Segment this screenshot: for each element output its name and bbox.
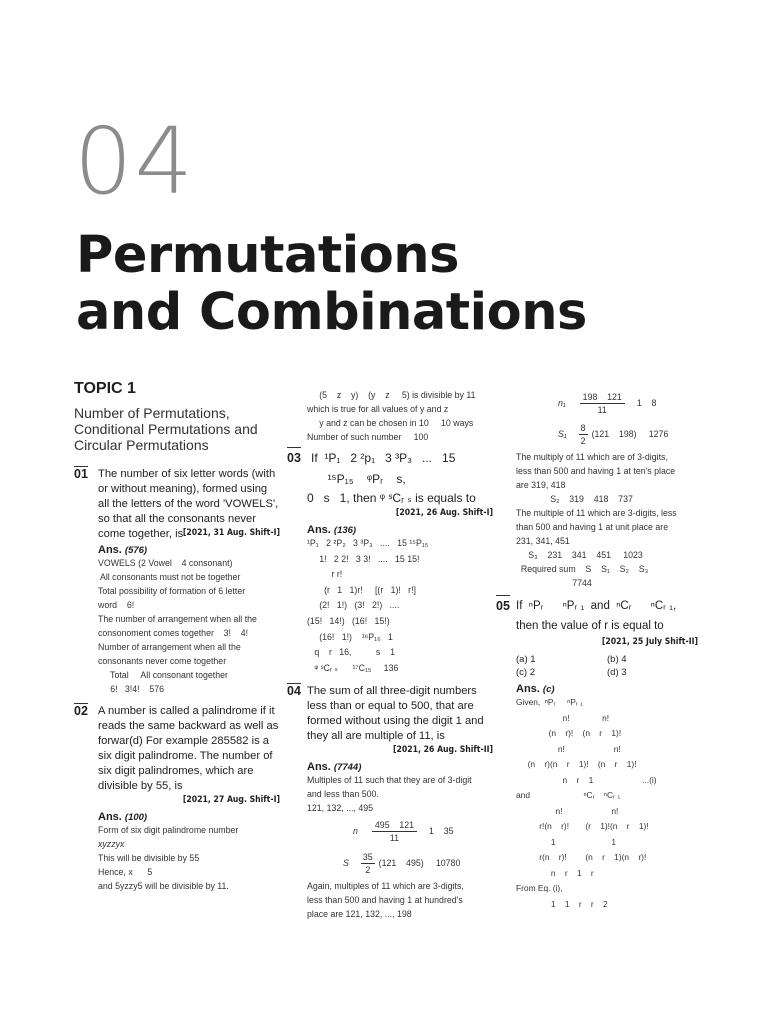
solution-line: n! n! — [516, 743, 621, 754]
option-c: (c) 2 — [516, 667, 535, 678]
question-text: ¹⁵P₁₅ ᵠPᵣ s, — [311, 472, 406, 486]
fraction-denominator: 2 — [365, 864, 371, 875]
fraction-s — [307, 847, 493, 879]
solution-line: Multiples of 11 such that they are of 3-digit — [307, 775, 472, 786]
option-a: (a) 1 — [516, 654, 536, 665]
solution-line: are 319, 418 — [516, 480, 566, 490]
topic-heading: TOPIC 1 — [74, 380, 136, 397]
solution-line: (n r)! (n r 1)! — [516, 728, 622, 738]
fraction-s1 — [516, 418, 698, 450]
question-text: If ⁿPᵣ ⁿPᵣ ₁ and ⁿCᵣ ⁿCᵣ ₁, — [516, 600, 677, 612]
solution-line: 7744 — [516, 578, 592, 588]
question-number: 04 — [287, 684, 301, 699]
solution-03 — [287, 536, 493, 676]
solution-line: The multiple of 11 which are 3-digits, less — [516, 508, 677, 518]
answer-value: (100) — [124, 812, 148, 823]
solution-line: (5 z y) (y z 5) is divisible by 11 — [307, 390, 476, 400]
fraction-rhs: (121 198) 1276 — [591, 429, 669, 439]
solution-02 — [74, 823, 280, 893]
solution-line: Given, ⁿPᵣ ⁿPᵣ ₁ — [516, 697, 583, 707]
solution-line: and less than 500. — [307, 789, 379, 800]
solution-04 — [287, 773, 493, 921]
question-source: [2021, 25 July Shift-II] — [601, 637, 698, 647]
q02-solution-continued — [287, 388, 493, 444]
solution-line: less than 500 and having 1 at hundred's — [307, 895, 463, 906]
solution-line: (15! 14!) (16! 15!) — [307, 615, 390, 626]
solution-line: and 5yzzy5 will be divisible by 11. — [98, 881, 229, 891]
solution-line: 1! 2 2! 3 3! .... 15 15! — [307, 553, 420, 564]
chapter-title-line-1: Permutations — [76, 226, 459, 285]
answer — [496, 683, 698, 695]
answer-label: Ans. — [307, 524, 331, 536]
solution-line: xyzzyx — [98, 839, 125, 849]
answer-options — [496, 653, 698, 679]
solution-line: n r 1 r — [516, 867, 594, 878]
answer-value: (576) — [124, 545, 148, 556]
solution-line: r r! — [307, 569, 343, 580]
solution-line: The number of arrangement when all the — [98, 614, 257, 624]
fraction-rhs: 1 8 — [636, 398, 657, 408]
question-text: then the value of r is equal to — [516, 620, 664, 632]
solution-line: All consonants must not be together — [98, 572, 241, 582]
solution-line: y and z can be chosen in 10 10 ways — [307, 418, 474, 428]
answer-value: (136) — [333, 525, 357, 536]
question-source: [2021, 26 Aug. Shift-I] — [395, 508, 493, 518]
question-text: The number of six letter words (with or without meaning), formed using all the letters of the word 'VOWELS', so that all the consonants never come together, is — [98, 468, 279, 540]
solution-line: consonoment comes together 3! 4! — [98, 628, 249, 638]
fraction — [579, 422, 588, 447]
fraction-n1 — [516, 388, 698, 418]
question-text: If ¹P₁ 2 ²p₁ 3 ³P₃ ... 15 — [311, 451, 456, 465]
question-source: [2021, 26 Aug. Shift-II] — [392, 745, 493, 756]
solution-line: VOWELS (2 Vowel 4 consonant) — [98, 558, 233, 568]
solution-line: q r 16, s 1 — [307, 647, 395, 658]
solution-line: place are 121, 132, ..., 198 — [307, 909, 412, 920]
fraction-denominator: 11 — [389, 832, 400, 843]
solution-line: ¹P₁ 2 ²P₂ 3 ³P₃ .... 15 ¹⁵P₁₅ — [307, 538, 429, 548]
solution-line: The multiply of 11 which are of 3-digits, — [516, 452, 668, 462]
solution-line: Total possibility of formation of 6 letter — [98, 586, 246, 596]
question-source: [2021, 27 Aug. Shift-I] — [182, 795, 280, 805]
chapter-title-line-2: and Combinations — [76, 283, 587, 342]
question-04 — [287, 684, 493, 744]
solution-line: n r 1 ...(i) — [516, 774, 657, 785]
chapter-title — [76, 227, 587, 341]
solution-line: Number of such number 100 — [307, 432, 429, 442]
solution-line: n! n! — [516, 712, 610, 723]
answer — [74, 544, 280, 556]
solution-line: Hence, x 5 — [98, 867, 153, 877]
solution-line: Required sum S S₁ S₂ S₃ — [516, 564, 649, 574]
solution-line: S₂ 319 418 737 — [516, 494, 633, 504]
fraction-numerator: 198 121 — [580, 391, 625, 404]
solution-01 — [74, 556, 280, 696]
answer — [74, 811, 280, 823]
question-number: 03 — [287, 447, 301, 469]
question-number: 01 — [74, 467, 88, 481]
solution-line: 1 1 r r 2 — [516, 898, 608, 909]
fraction-numerator: 8 — [580, 422, 586, 433]
answer — [287, 761, 493, 773]
solution-line: 121, 132, ..., 495 — [307, 803, 374, 814]
fraction-numerator: 495 121 — [372, 819, 417, 832]
question-01 — [74, 467, 280, 542]
solution-line: This will be divisible by 55 — [98, 853, 200, 863]
solution-line: n! n! — [516, 805, 619, 816]
solution-line: and ⁿCᵣ ⁿCᵣ ₁ — [516, 790, 621, 800]
solution-05 — [496, 695, 698, 912]
fraction-numerator: 35 — [362, 851, 373, 862]
fraction — [361, 851, 375, 876]
solution-line: (n r)(n r 1)! (n r 1)! — [516, 759, 637, 769]
solution-line: less than 500 and having 1 at ten's place — [516, 466, 676, 476]
fraction — [372, 819, 417, 844]
answer-value: (c) — [542, 684, 555, 695]
topic-subtitle: Number of Permutations, Conditional Permutations and Circular Permutations — [74, 405, 258, 453]
fraction-n — [307, 815, 493, 847]
option-d: (d) 3 — [607, 667, 627, 678]
solution-line: r!(n r)! (r 1)!(n r 1)! — [516, 821, 649, 831]
solution-line: 231, 341, 451 — [516, 536, 570, 546]
question-text: 0 s 1, then ᵠ ˢCᵣ ₛ is equals to — [307, 491, 476, 505]
chapter-number: 04 — [74, 108, 196, 215]
solution-line: (r 1 1)r! [(r 1)! r!] — [307, 584, 416, 595]
solution-line: 1 1 — [516, 836, 617, 847]
solution-line: Total All consonant together — [98, 670, 228, 680]
solution-line: consonants never come together — [98, 656, 227, 666]
answer — [287, 524, 493, 536]
solution-line: 6! 3!4! 576 — [98, 684, 165, 694]
fraction-rhs: 1 35 — [429, 826, 454, 837]
fraction — [580, 391, 625, 416]
question-source: [2021, 31 Aug. Shift-I] — [182, 528, 280, 538]
question-text: The sum of all three-digit numbers less than or equal to 500, that are formed without using the digit 1 and they all are multiple of 11, is — [307, 685, 484, 743]
answer-value: (7744) — [333, 762, 362, 774]
fraction-denominator: 2 — [580, 435, 586, 446]
answer-label: Ans. — [516, 683, 540, 695]
fraction-lhs: n — [353, 826, 358, 837]
q04-solution-continued — [496, 388, 698, 590]
answer-label: Ans. — [307, 761, 331, 774]
solution-line: Form of six digit palindrome number — [98, 825, 239, 835]
solution-line: (16! 1!) ¹⁶P₁₆ 1 — [307, 631, 393, 642]
solution-line: Number of arrangement when all the — [98, 642, 241, 652]
solution-line: than 500 and having 1 at unit place are — [516, 522, 669, 532]
solution-line: which is true for all values of y and z — [307, 404, 449, 414]
question-02 — [74, 704, 280, 794]
column-1 — [74, 380, 280, 893]
question-number: 02 — [74, 704, 88, 718]
column-2 — [287, 388, 493, 921]
solution-line: S₃ 231 341 451 1023 — [516, 550, 643, 560]
fraction-lhs: S — [343, 858, 349, 869]
solution-line: ᵠ ˢCᵣ ₛ ¹⁷C₁₅ 136 — [307, 662, 399, 673]
solution-line: (2! 1!) (3! 2!) .... — [307, 600, 400, 611]
question-text: A number is called a palindrome if it reads the same backward as well as forwar(d) For example 285582 is a six digit palindrome. The number of six digit palindromes, which are divisible by 55, is — [98, 705, 279, 792]
question-number: 05 — [496, 595, 510, 616]
solution-line: word 6! — [98, 600, 135, 610]
option-b: (b) 4 — [607, 654, 627, 665]
answer-label: Ans. — [98, 811, 122, 823]
fraction-rhs: (121 495) 10780 — [378, 858, 461, 869]
solution-line: From Eq. (i), — [516, 883, 563, 893]
question-05 — [496, 596, 698, 636]
solution-line: r(n r)! (n r 1)(n r)! — [516, 852, 647, 862]
answer-label: Ans. — [98, 544, 122, 556]
fraction-lhs: n₁ — [558, 398, 566, 408]
fraction-lhs: S₁ — [558, 429, 567, 439]
solution-line: Again, multiples of 11 which are 3-digits, — [307, 881, 464, 892]
column-3 — [496, 388, 698, 912]
fraction-denominator: 11 — [597, 404, 607, 415]
question-03 — [287, 448, 493, 490]
